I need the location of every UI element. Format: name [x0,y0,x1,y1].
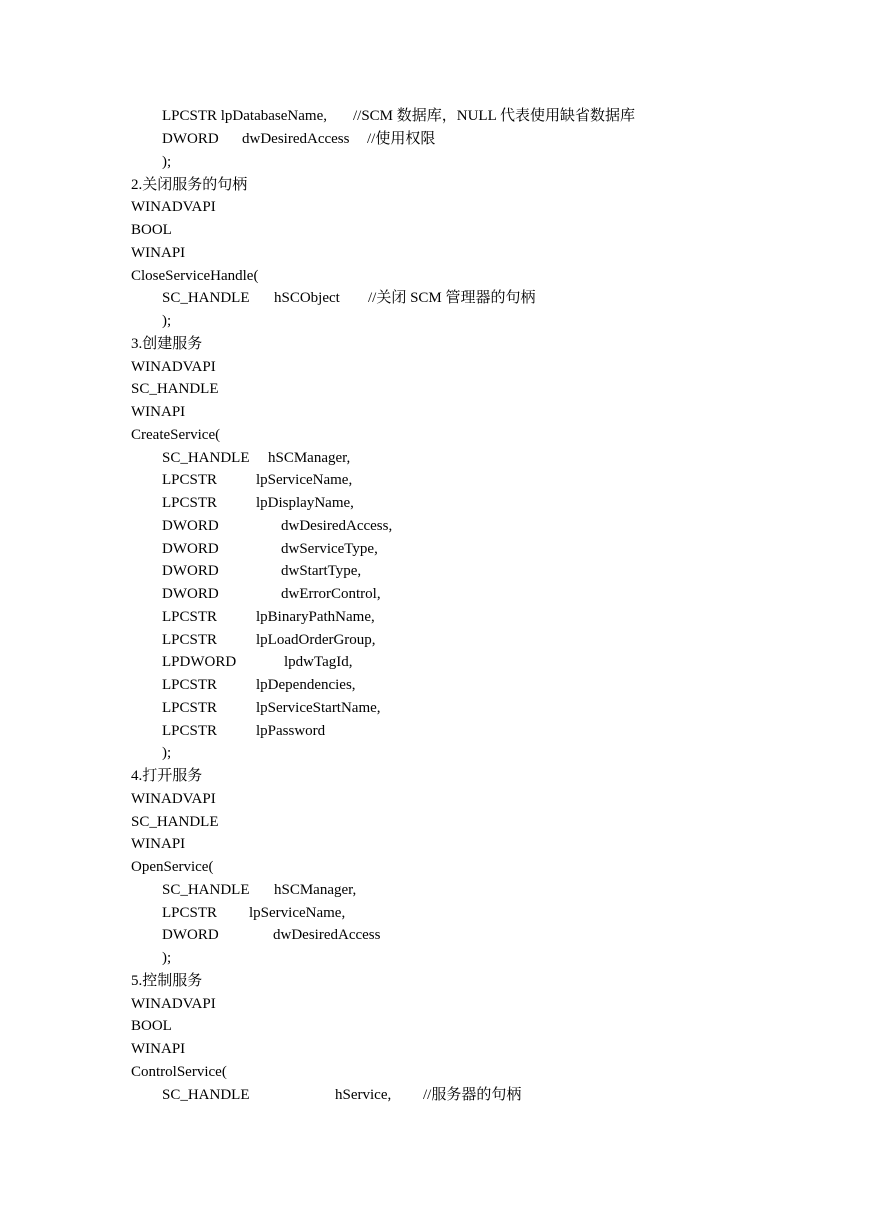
code-text: DWORD [162,518,219,534]
code-text: SC_HANDLE [162,1087,250,1103]
code-text: WINADVAPI [131,359,216,375]
code-text: //SCM 数据库，NULL 代表使用缺省数据库 [353,108,635,124]
code-text: lpLoadOrderGroup, [256,632,376,648]
code-text: SC_HANDLE [131,381,219,397]
code-text: lpBinaryPathName, [256,609,375,625]
code-text: SC_HANDLE [162,290,250,306]
code-text: dwDesiredAccess [273,927,381,943]
code-text: dwServiceType, [281,541,378,557]
code-text: OpenService( [131,859,214,875]
code-text: 3.创建服务 [131,336,203,352]
code-text: //使用权限 [367,131,436,147]
code-text: DWORD [162,927,219,943]
code-text: hSCObject [274,290,340,306]
code-text: LPDWORD [162,654,237,670]
code-text: SC_HANDLE [131,814,219,830]
code-text: WINADVAPI [131,791,216,807]
code-text: ); [162,950,172,966]
code-text: LPCSTR [162,609,218,625]
code-text: lpdwTagId, [284,654,353,670]
code-text: CreateService( [131,427,221,443]
code-text: WINADVAPI [131,199,216,215]
code-text: lpServiceName, [256,472,353,488]
code-text: SC_HANDLE [162,450,250,466]
code-text: lpPassword [256,723,326,739]
code-text: ); [162,745,172,761]
code-text: 2.关闭服务的句柄 [131,177,248,193]
code-text: dwDesiredAccess, [281,518,393,534]
code-text: dwDesiredAccess [242,131,350,147]
code-text: 4.打开服务 [131,768,203,784]
code-text: hSCManager, [268,450,351,466]
code-text: SC_HANDLE [162,882,250,898]
code-text: BOOL [131,222,172,238]
code-text: ); [162,154,172,170]
code-text: DWORD [162,586,219,602]
code-text: LPCSTR [162,632,218,648]
code-text: hSCManager, [274,882,357,898]
code-text: dwErrorControl, [281,586,381,602]
code-text: LPCSTR [162,677,218,693]
code-text: //服务器的句柄 [423,1087,522,1103]
code-text: LPCSTR lpDatabaseName, [162,108,327,124]
code-text: //关闭 SCM 管理器的句柄 [368,290,536,306]
code-text: ControlService( [131,1064,227,1080]
code-text: 5.控制服务 [131,973,203,989]
code-text: LPCSTR [162,472,218,488]
code-text: LPCSTR [162,495,218,511]
code-text: LPCSTR [162,905,218,921]
code-text: LPCSTR [162,723,218,739]
code-text: DWORD [162,563,219,579]
code-text: lpDisplayName, [256,495,354,511]
code-text: ); [162,313,172,329]
code-text: lpServiceName, [249,905,346,921]
code-text: WINAPI [131,404,186,420]
code-text: WINAPI [131,1041,186,1057]
code-text: WINADVAPI [131,996,216,1012]
code-text: hService, [335,1087,392,1103]
code-text: lpServiceStartName, [256,700,381,716]
code-text: BOOL [131,1018,172,1034]
code-text: CloseServiceHandle( [131,268,259,284]
code-text: WINAPI [131,245,186,261]
code-text: dwStartType, [281,563,362,579]
code-text: lpDependencies, [256,677,356,693]
code-text: DWORD [162,131,219,147]
code-text: WINAPI [131,836,186,852]
code-text: DWORD [162,541,219,557]
code-text: LPCSTR [162,700,218,716]
